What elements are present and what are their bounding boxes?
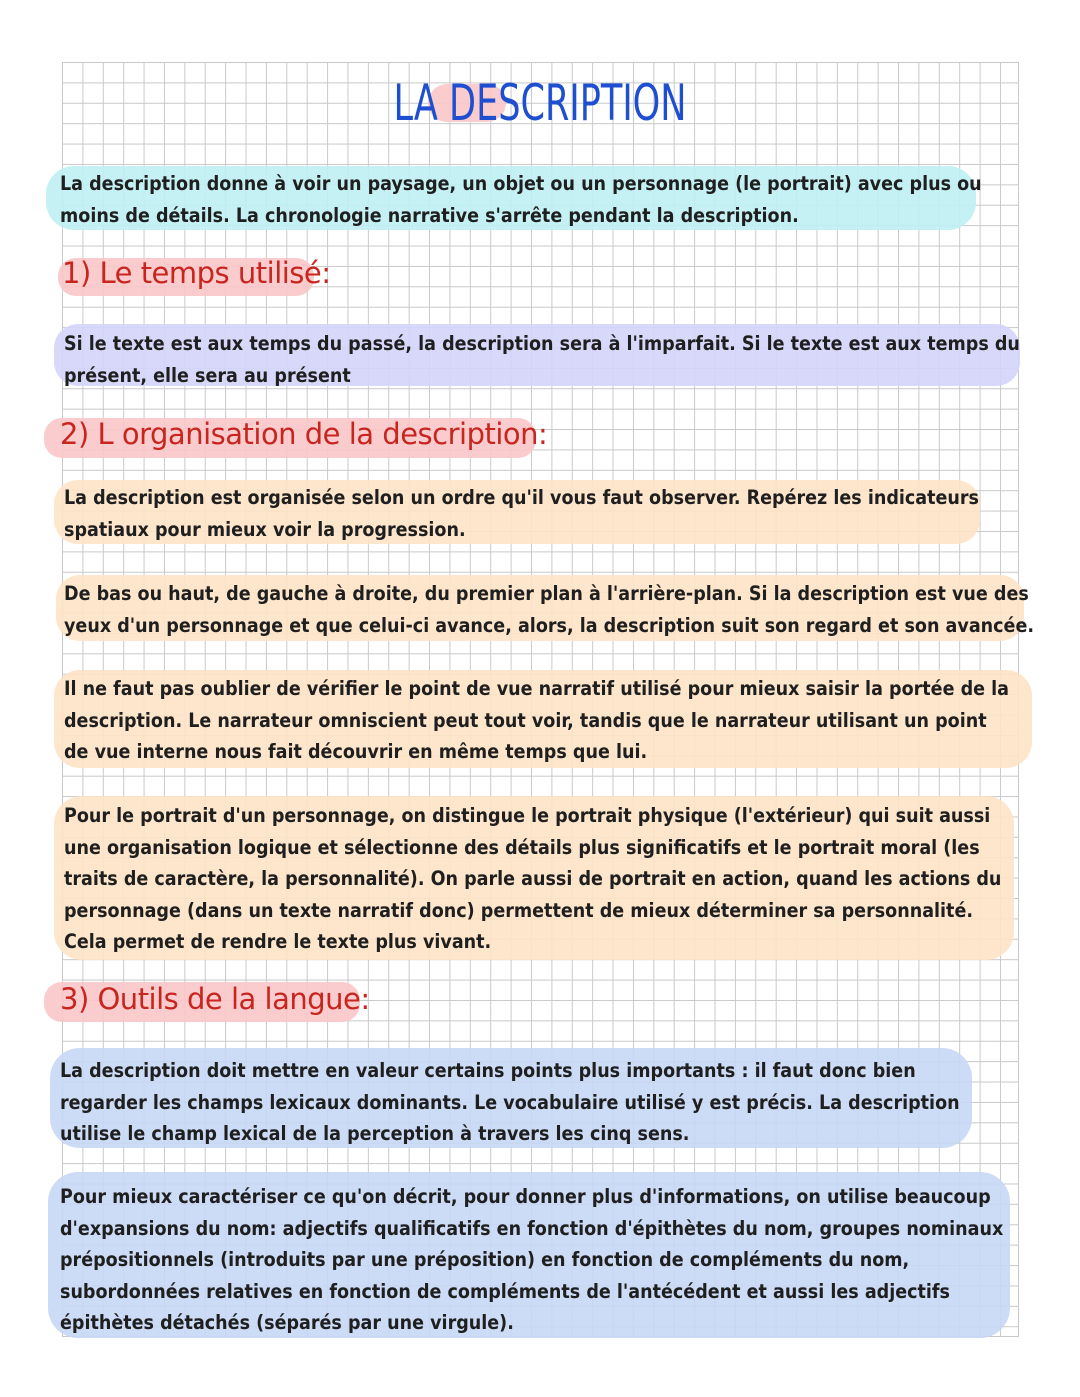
section-3-paragraph-2: Pour mieux caractériser ce qu'on décrit, pour donner plus d'informations, on utilise beaucoup d'expansions du nom: adjectifs qualificatifs en fonction d'épithètes du nom, groupes nominaux prépositionnels (introduits par une préposition) en fonction de compléments du nom, subordonnées relatives en fonction de compléments de l'antécédent et aussi les adjectifs épithètes détachés (séparés par une virgule).	[60, 1185, 1004, 1334]
section-2-heading: 2) L organisation de la description:	[60, 417, 548, 451]
section-2-paragraph-1: La description est organisée selon un ordre qu'il vous faut observer. Repérez les indicateurs spatiaux pour mieux voir la progression.	[64, 486, 979, 541]
page-title: LA DESCRIPTION	[393, 74, 687, 132]
intro-paragraph: La description donne à voir un paysage, un objet ou un personnage (le portrait) avec plus ou moins de détails. La chronologie narrative s'arrête pendant la description.	[60, 172, 982, 227]
section-1-paragraph-1: Si le texte est aux temps du passé, la description sera à l'imparfait. Si le texte est aux temps du présent, elle sera au présent	[64, 332, 1020, 387]
section-2-paragraph-2: De bas ou haut, de gauche à droite, du premier plan à l'arrière-plan. Si la description est vue des yeux d'un personnage et que celui-ci avance, alors, la description suit son regard et son avancée.	[64, 582, 1035, 637]
section-3-heading: 3) Outils de la langue:	[60, 982, 370, 1016]
section-3-paragraph-1: La description doit mettre en valeur certains points plus importants : il faut donc bien regarder les champs lexicaux dominants. Le vocabulaire utilisé y est précis. La description utilise le champ lexical de la perception à travers les cinq sens.	[60, 1059, 960, 1145]
section-1-heading: 1) Le temps utilisé:	[62, 256, 331, 290]
section-2-paragraph-3: Il ne faut pas oublier de vérifier le point de vue narratif utilisé pour mieux saisir la portée de la description. Le narrateur omniscient peut tout voir, tandis que le narrateur utilisant un point de vue interne nous fait découvrir en même temps que lui.	[64, 677, 1009, 763]
section-2-paragraph-4: Pour le portrait d'un personnage, on distingue le portrait physique (l'extérieur) qui suit aussi une organisation logique et sélectionne des détails plus significatifs et le portrait moral (les traits de caractère, la personnalité). On parle aussi de portrait en action, quand les actions du personnage (dans un texte narratif donc) permettent de mieux déterminer sa personnalité. Cela permet de rendre le texte plus vivant.	[64, 804, 1002, 953]
